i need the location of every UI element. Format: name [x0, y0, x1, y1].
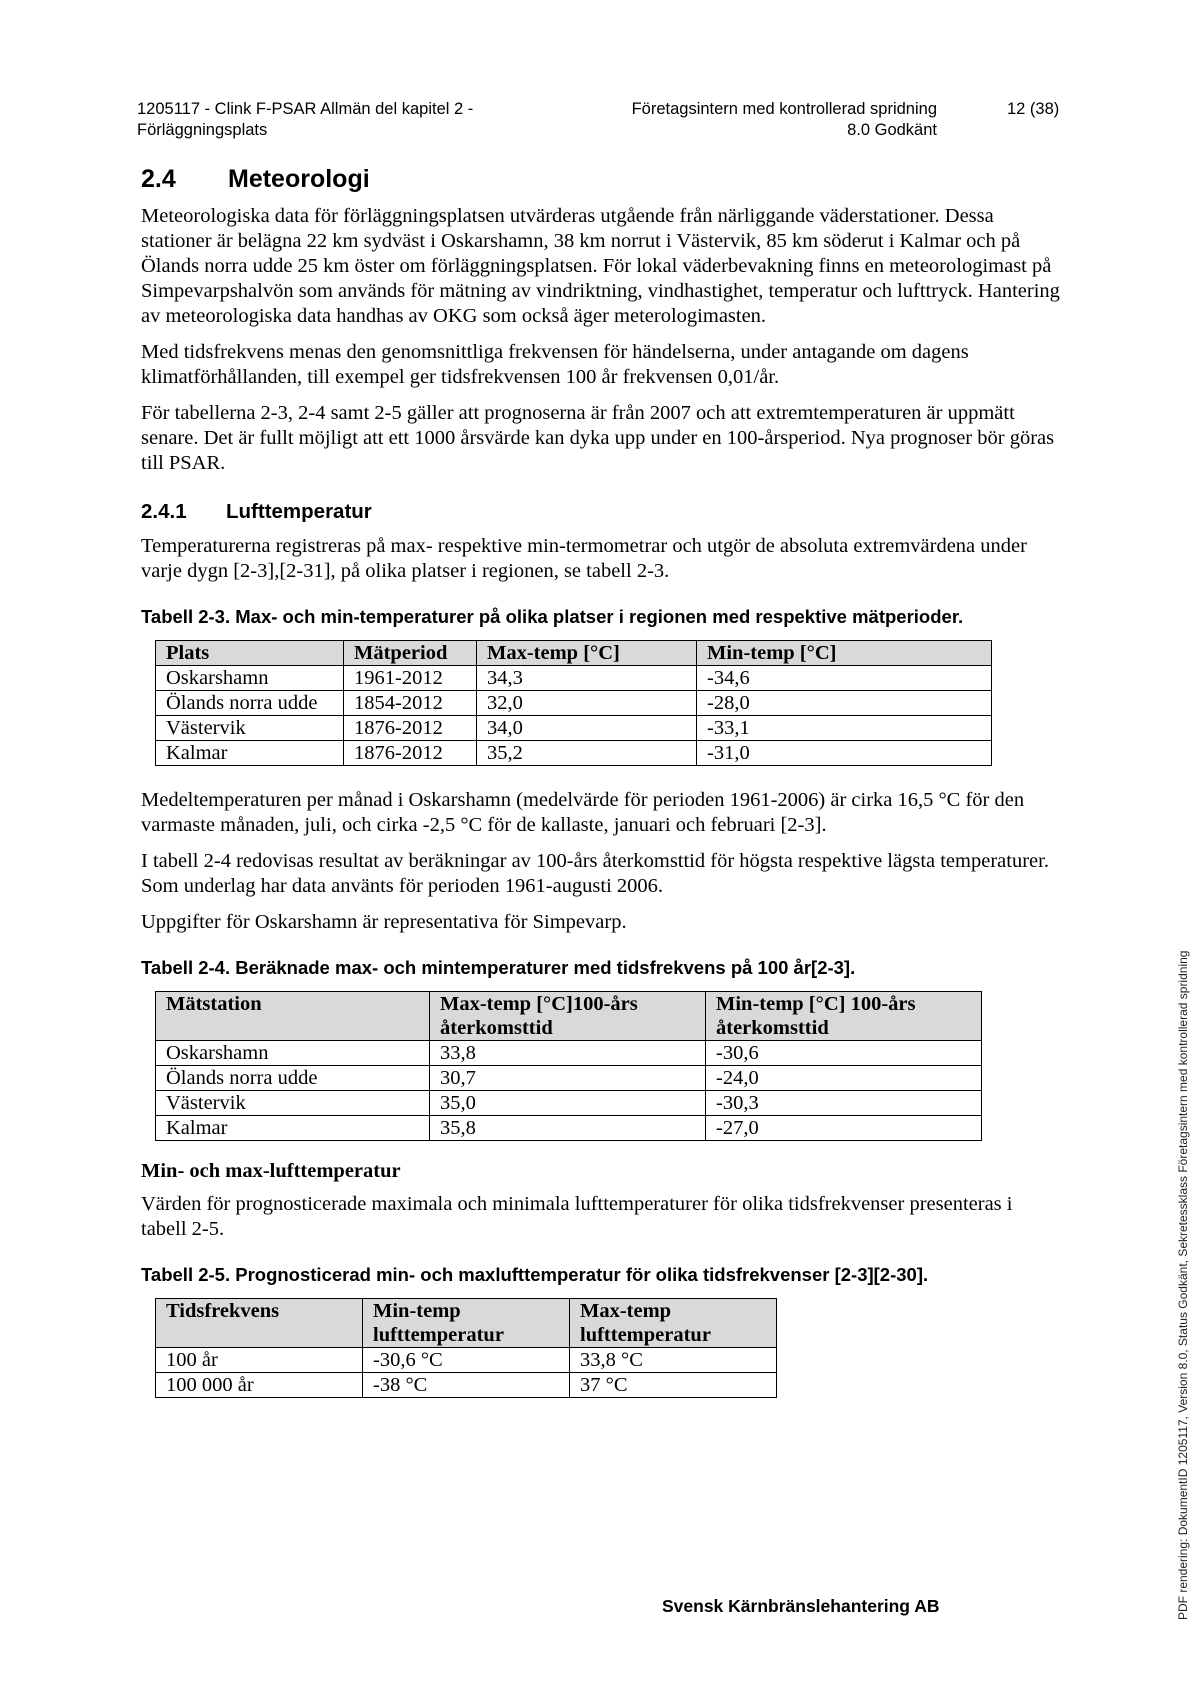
footer-company: Svensk Kärnbränslehantering AB [662, 1596, 940, 1616]
table-cell: -34,6 [697, 666, 992, 691]
table-cell: 30,7 [430, 1066, 706, 1091]
table-row [156, 1348, 777, 1373]
section-number: 2.4 [141, 165, 176, 193]
version-status: 8.0 Godkänt [847, 121, 937, 139]
table-cell: -27,0 [706, 1116, 982, 1141]
table-cell: Ölands norra udde [156, 1066, 430, 1091]
column-header: Mätperiod [344, 641, 477, 666]
table-cell: Ölands norra udde [156, 691, 344, 716]
table-cell: Västervik [156, 1091, 430, 1116]
table-caption: Tabell 2-5. Prognosticerad min- och maxlufttemperatur för olika tidsfrekvenser [2-3][2-30]. [141, 1264, 929, 1285]
section-title: Meteorologi [228, 165, 370, 193]
table-cell: 34,0 [477, 716, 697, 741]
table-cell: -30,3 [706, 1091, 982, 1116]
table-row [156, 1116, 982, 1141]
paragraph: Med tidsfrekvens menas den genomsnittliga frekvensen för händelserna, under antagande om dagens klimatförhållanden, till exempel ger tidsfrekvensen 100 år frekvensen 0,01/år. [141, 341, 969, 388]
paragraph: Värden för prognosticerade maximala och minimala lufttemperaturer för olika tidsfrekvenser presenteras i tabell 2-5. [141, 1193, 1013, 1240]
table-cell: 33,8 °C [570, 1348, 777, 1373]
table-cell: 100 000 år [156, 1373, 363, 1398]
return-period-table [155, 991, 982, 1141]
forecast-table [155, 1298, 777, 1398]
table-row [156, 691, 992, 716]
paragraph: Medeltemperaturen per månad i Oskarshamn (medelvärde för perioden 1961-2006) är cirka 16,5 °C för den varmaste månaden, juli, och cirka -2,5 °C för de kallaste, januari och februari [2-3]. [141, 789, 1025, 836]
subsection-number: 2.4.1 [141, 500, 187, 523]
table-cell: Oskarshamn [156, 1041, 430, 1066]
table-caption: Tabell 2-4. Beräknade max- och mintemperaturer med tidsfrekvens på 100 år[2-3]. [141, 957, 856, 978]
paragraph: För tabellerna 2-3, 2-4 samt 2-5 gäller att prognoserna är från 2007 och att extremtemperaturen är uppmätt senare. Det är fullt möjligt att ett 1000 årsvärde kan dyka upp under en 100-årsperiod. Nya prognoser bör göras till PSAR. [141, 402, 1055, 474]
paragraph: Meteorologiska data för förläggningsplatsen utvärderas utgående från närliggande väderstationer. Dessa stationer är belägna 22 km sydväst i Oskarshamn, 38 km norrut i Västervik, 85 km söderut i Kalmar och på Ölands norra udde 25 km öster om förläggningsplatsen. För lokal väderbevakning finns en meteorologimast på Simpevarpshalvön som används för mätning av vindriktning, vindhastighet, temperatur och lufttryck. Hantering av meteorologiska data handhas av OKG som också äger meterologimasten. [141, 205, 1060, 327]
table-cell: 32,0 [477, 691, 697, 716]
table-cell: -30,6 °C [363, 1348, 570, 1373]
table-caption: Tabell 2-3. Max- och min-temperaturer på olika platser i regionen med respektive mätperioder. [141, 606, 964, 627]
table-cell: 34,3 [477, 666, 697, 691]
column-header: Mätstation [156, 992, 430, 1041]
paragraph: Uppgifter för Oskarshamn är representativa för Simpevarp. [141, 911, 627, 933]
table-header-row [156, 1299, 777, 1348]
section-heading [141, 164, 1061, 194]
table-cell: 1876-2012 [344, 716, 477, 741]
table-row [156, 1041, 982, 1066]
column-header: Max-temp [°C] [477, 641, 697, 666]
temperature-table [155, 640, 992, 766]
table-cell: 1854-2012 [344, 691, 477, 716]
paragraph: I tabell 2-4 redovisas resultat av beräkningar av 100-års återkomsttid för högsta respektive lägsta temperaturer. Som underlag har data använts för perioden 1961-augusti 2006. [141, 850, 1049, 897]
subsection-title: Lufttemperatur [226, 500, 372, 523]
table-header-row [156, 992, 982, 1041]
table-cell: 1961-2012 [344, 666, 477, 691]
document-body [141, 164, 1061, 1398]
table-cell: -38 °C [363, 1373, 570, 1398]
table-cell: 35,8 [430, 1116, 706, 1141]
table-cell: Kalmar [156, 741, 344, 766]
page-number: 12 (38) [1007, 100, 1060, 118]
distribution-label [591, 99, 937, 141]
side-watermark: PDF rendering: DokumentID 1205117, Version 8.0, Status Godkänt, Sekretessklass Företagsintern med kontrollerad spridning [1176, 950, 1190, 1620]
subsection-heading [141, 500, 1061, 524]
table-row [156, 716, 992, 741]
table-cell: -33,1 [697, 716, 992, 741]
table-cell: -31,0 [697, 741, 992, 766]
column-header: Min-temp [°C] 100-års återkomsttid [706, 992, 982, 1041]
table-cell: -30,6 [706, 1041, 982, 1066]
table-cell: 1876-2012 [344, 741, 477, 766]
column-header: Min-temp lufttemperatur [363, 1299, 570, 1348]
table-cell: 37 °C [570, 1373, 777, 1398]
table-row [156, 1091, 982, 1116]
table-cell: -24,0 [706, 1066, 982, 1091]
table-cell: 100 år [156, 1348, 363, 1373]
paragraph: Temperaturerna registreras på max- respektive min-termometrar och utgör de absoluta extremvärdena under varje dygn [2-3],[2-31], på olika platser i regionen, se tabell 2-3. [141, 535, 1027, 582]
minor-heading: Min- och max-lufttemperatur [141, 1160, 401, 1182]
document-title: 1205117 - Clink F-PSAR Allmän del kapitel 2 - Förläggningsplats [137, 100, 474, 139]
table-header-row [156, 641, 992, 666]
table-cell: Oskarshamn [156, 666, 344, 691]
table-row [156, 666, 992, 691]
table-cell: -28,0 [697, 691, 992, 716]
table-cell: 35,0 [430, 1091, 706, 1116]
table-cell: Kalmar [156, 1116, 430, 1141]
table-row [156, 1066, 982, 1091]
table-cell: Västervik [156, 716, 344, 741]
column-header: Tidsfrekvens [156, 1299, 363, 1348]
column-header: Max-temp lufttemperatur [570, 1299, 777, 1348]
column-header: Plats [156, 641, 344, 666]
column-header: Max-temp [°C]100-års återkomsttid [430, 992, 706, 1041]
table-row [156, 1373, 777, 1398]
table-cell: 35,2 [477, 741, 697, 766]
column-header: Min-temp [°C] [697, 641, 992, 666]
table-cell: 33,8 [430, 1041, 706, 1066]
distribution-text: Företagsintern med kontrollerad spridning [631, 100, 937, 118]
table-row [156, 741, 992, 766]
